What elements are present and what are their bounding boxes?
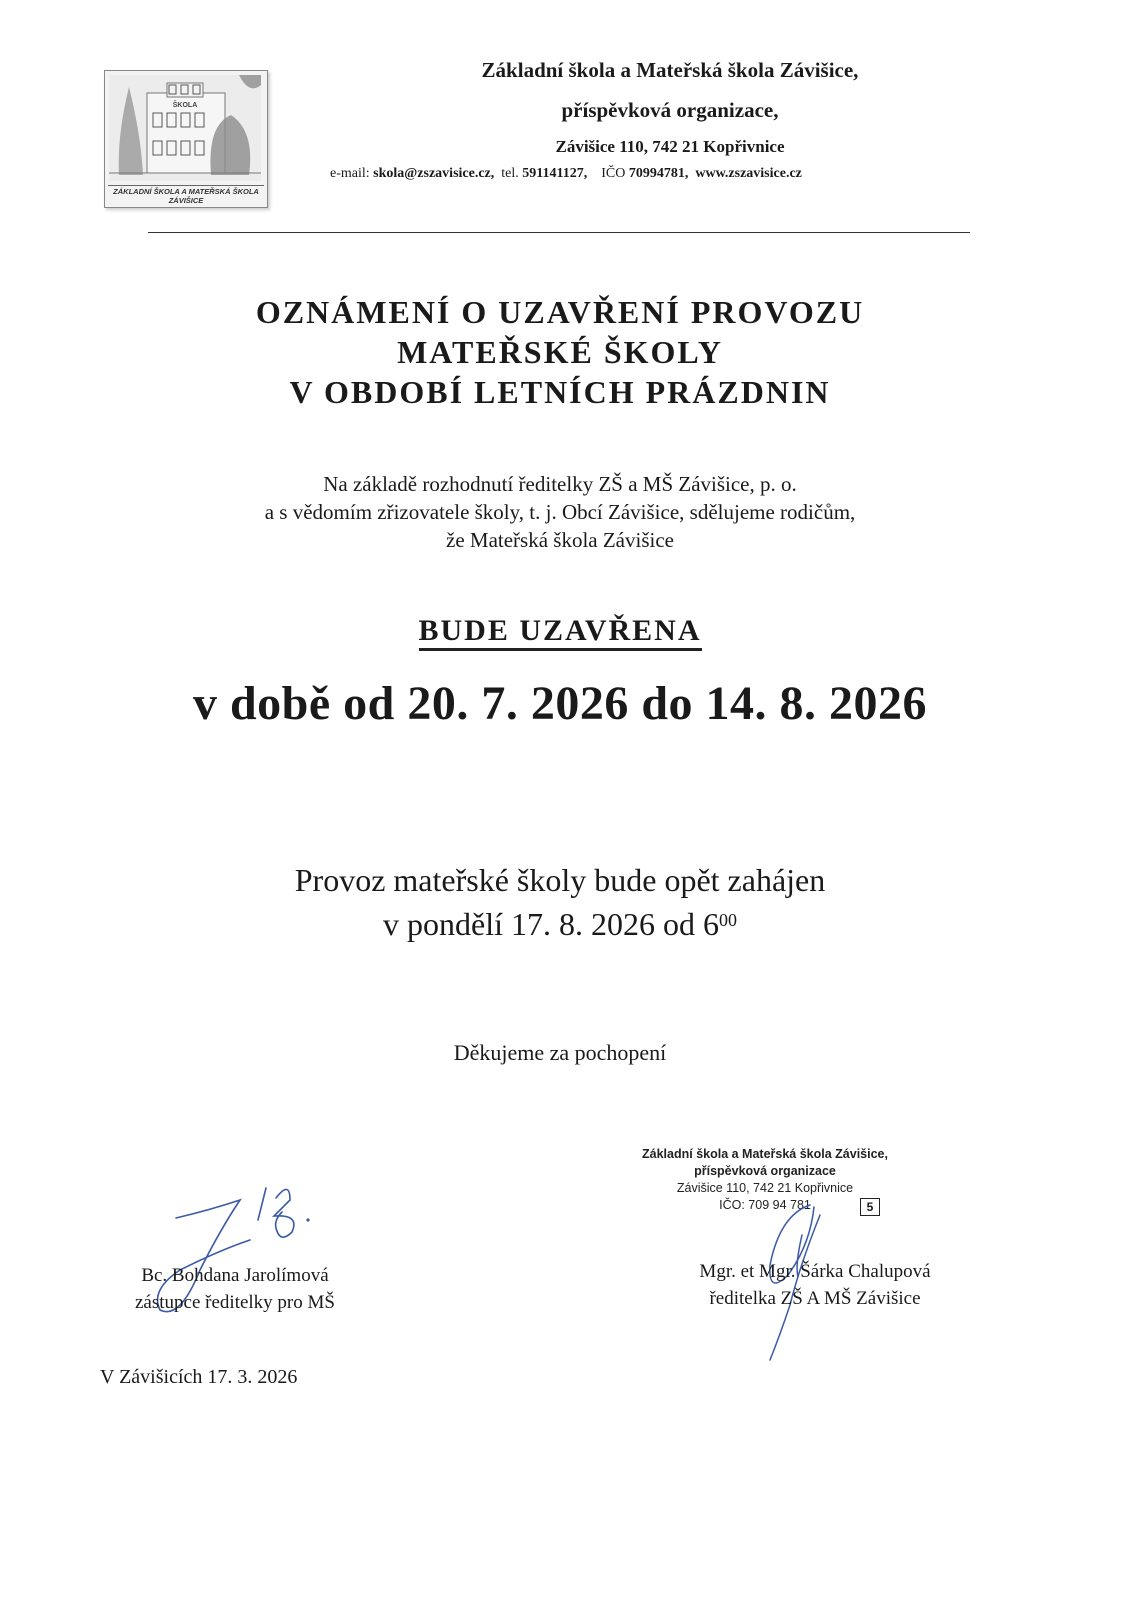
header-divider bbox=[148, 232, 970, 233]
place-and-date: V Závišicích 17. 3. 2026 bbox=[100, 1366, 298, 1388]
website: www.zszavisice.cz bbox=[695, 166, 802, 181]
closed-heading: BUDE UZAVŘENA bbox=[100, 614, 1020, 648]
signer-left-role: zástupce ředitelky pro MŠ bbox=[135, 1292, 335, 1313]
svg-text:ŠKOLA: ŠKOLA bbox=[172, 102, 198, 109]
intro-paragraph: Na základě rozhodnutí ředitelky ZŠ a MŠ Závišice, p. o. a s vědomím zřizovatele školy, t. j. Obcí Závišice, sdělujeme rodičům, že Mateřská škola Závišice bbox=[264, 472, 856, 552]
logo-caption: ZÁKLADNÍ ŠKOLA A MATEŘSKÁ ŠKOLA ZÁVIŠICE bbox=[105, 185, 267, 205]
notice-title: OZNÁMENÍ O UZAVŘENÍ PROVOZU MATEŘSKÉ ŠKOLY V OBDOBÍ LETNÍCH PRÁZDNIN bbox=[255, 294, 865, 410]
thanks-text: Děkujeme za pochopení bbox=[453, 1040, 667, 1065]
school-logo bbox=[104, 70, 268, 208]
signer-left-name: Bc. Bohdana Jarolímová bbox=[141, 1265, 329, 1286]
signer-right-name: Mgr. et Mgr. Šárka Chalupová bbox=[699, 1261, 931, 1282]
reopening-info: Provoz mateřské školy bude opět zahájen v pondělí 17. 8. 2026 od $6^{00}$ bbox=[294, 862, 826, 942]
email: skola@zszavisice.cz, bbox=[373, 166, 495, 181]
signature-right bbox=[660, 1258, 970, 1312]
closure-period: v době od 20. 7. 2026 do 14. 8. 2026 bbox=[192, 677, 928, 730]
phone: 591141127, bbox=[522, 166, 588, 181]
contact-line: e-mail: skola@zszavisice.cz, tel. 591141127, IČO 70994781, www.zszavisice.cz bbox=[330, 166, 802, 181]
school-stamp: Základní škola a Mateřská škola Závišice, příspěvková organizace Závišice 110, 742 21 Kopřivnice IČO: 709 94 781 bbox=[642, 1147, 888, 1212]
signer-right-role: ředitelka ZŠ A MŠ Závišice bbox=[709, 1288, 921, 1309]
stamp-number: 5 bbox=[860, 1198, 880, 1216]
signature-left bbox=[100, 1262, 370, 1316]
school-name: Základní škola a Mateřská škola Závišice, bbox=[481, 58, 859, 82]
ico: 70994781, bbox=[628, 166, 689, 181]
school-building-drawing bbox=[109, 75, 261, 181]
time-superscript: 00 bbox=[718, 910, 737, 930]
school-address: Závišice 110, 742 21 Kopřivnice bbox=[555, 137, 785, 156]
organization-type: příspěvková organizace, bbox=[561, 98, 779, 122]
